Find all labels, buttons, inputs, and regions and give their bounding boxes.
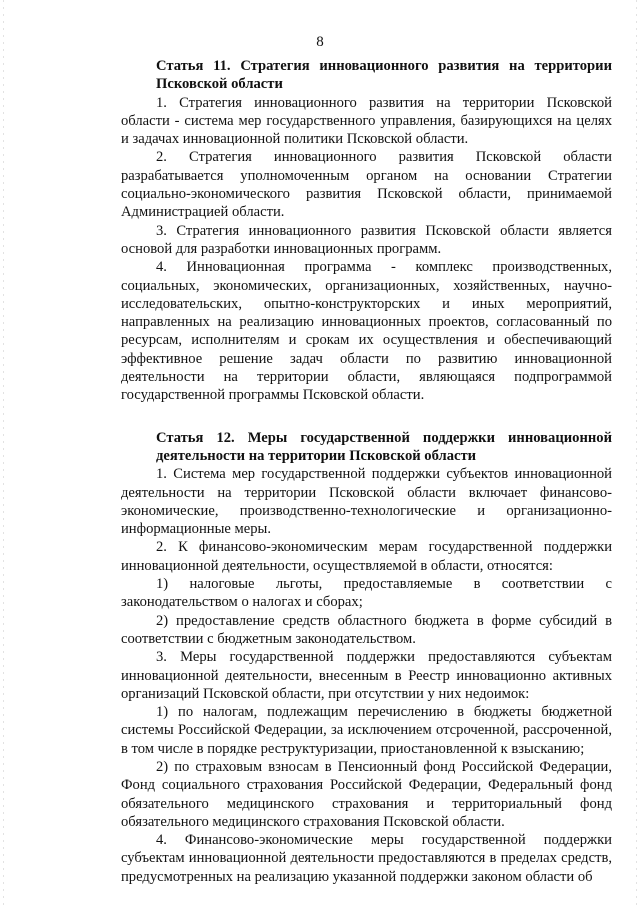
article-12-paragraph-4: 4. Финансово-экономические меры государственной поддержки субъектам инновационной деятельности предоставляются в пределах средств, предусмотренных на реализацию указанной поддержки законом области об [121,832,612,885]
article-12-item-3-1: 1) по налогам, подлежащим перечислению в бюджеты бюджетной системы Российской Федерации, за исключением отсроченной, рассроченной, в том числе в порядке реструктуризации, приостановленной к взысканию; [121,704,612,757]
article-12-item-2-2: 2) предоставление средств областного бюджета в форме субсидий в соответствии с бюджетным законодательством. [121,612,612,647]
article-11-paragraph-1: 1. Стратегия инновационного развития на территории Псковской области - система мер государственного управления, базирующихся на целях и задачах инновационной политики Псковской области. [121,94,612,148]
article-12-item-3-2: 2) по страховым взносам в Пенсионный фонд Российской Федерации, Фонд социального страхования Российской Федерации, Федеральный фонд обязательного медицинского страхования и территориальный фонд обязательного медицинского страхования Псковской области. [121,758,612,830]
article-11-paragraph-4: 4. Инновационная программа - комплекс производственных, социальных, экономических, организационных, хозяйственных, научно-исследовательских, опытно-конструкторских и иных мероприятий, направленных на реализацию инновационных проектов, согласованный по ресурсам, исполнителям и срокам их осуществления и обеспечивающий эффективное решение задач области по развитию инновационной деятельности на территории области, являющаяся подпрограммой государственной программы Псковской области. [121,259,612,404]
scan-edge-right [636,0,637,905]
article-12-item-2-1: 1) налоговые льготы, предоставляемые в соответствии с законодательством о налогах и сборах; [121,576,612,611]
article-12-heading: Статья 12. Меры государственной поддержки инновационной деятельности на территории Псковской области [156,429,612,464]
article-12-paragraph-1: 1. Система мер государственной поддержки субъектов инновационной деятельности на территории Псковской области включает финансово-экономические, производственно-технологические и организационно-информационные меры. [121,466,612,538]
article-12-paragraph-3: 3. Меры государственной поддержки предоставляются субъектам инновационной деятельности, внесенным в Реестр инновационно активных организаций Псковской области, при отсутствии у них недоимок: [121,649,612,702]
section-gap [121,405,612,429]
article-11 [121,57,612,405]
scan-edge-left [3,0,4,905]
document-body [121,57,612,886]
article-12 [121,429,612,886]
page-number: 8 [316,34,324,50]
article-11-paragraph-3: 3. Стратегия инновационного развития Псковской области является основой для разработки инновационных программ. [121,222,612,257]
article-11-heading: Статья 11. Стратегия инновационного развития на территории Псковской области [156,58,612,93]
article-11-paragraph-2: 2. Стратегия инновационного развития Псковской области разрабатывается уполномоченным органом на основании Стратегии социально-экономического развития Псковской области, принимаемой Администрацией области. [121,149,612,221]
article-12-paragraph-2: 2. К финансово-экономическим мерам государственной поддержки инновационной деятельности, осуществляемой в области, относятся: [121,539,612,574]
